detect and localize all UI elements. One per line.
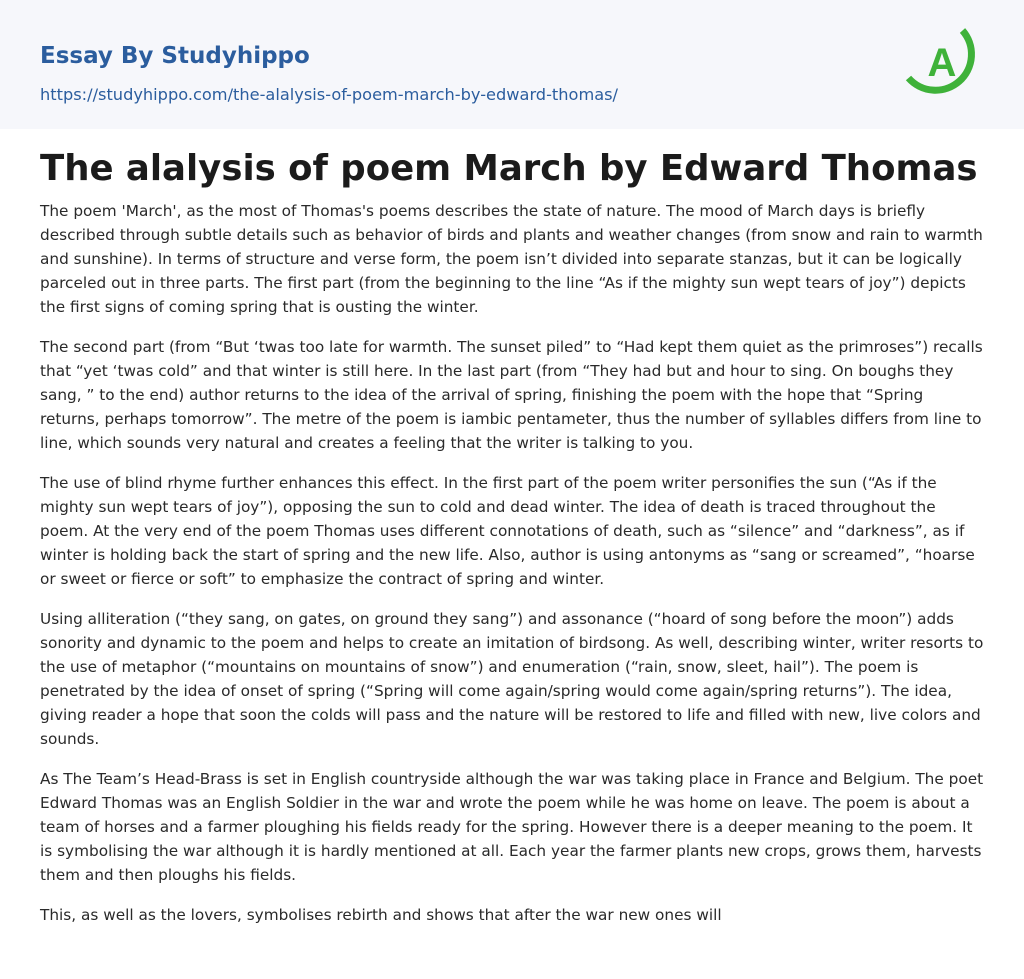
logo-letter: A xyxy=(927,41,957,85)
article-paragraph: Using alliteration (“they sang, on gates, on ground they sang”) and assonance (“hoard of song before the moon”) adds sonority and dynamic to the poem and helps to create an imitation of birdsong. As well, describing winter, writer resorts to the use of metaphor (“mountains on mountains of snow”) and enumeration (“rain, snow, sleet, hail”). The poem is penetrated by the idea of onset of spring (“Spring will come again/spring would come again/spring returns”). The idea, giving reader a hope that soon the colds will pass and the nature will be restored to life and filled with new, live colors and sounds. xyxy=(40,610,984,748)
page-title: The alalysis of poem March by Edward Thomas xyxy=(40,148,978,189)
page-url-link[interactable]: https://studyhippo.com/the-alalysis-of-poem-march-by-edward-thomas/ xyxy=(40,85,619,104)
article xyxy=(0,145,1024,927)
article-paragraph: The use of blind rhyme further enhances this effect. In the first part of the poem writer personifies the sun (“As if the mighty sun wept tears of joy”), opposing the sun to cold and dead winter. The idea of death is traced throughout the poem. At the very end of the poem Thomas uses different connotations of death, such as “silence” and “darkness”, as if winter is holding back the start of spring and the new life. Also, author is using antonyms as “sang or screamed”, “hoarse or sweet or fierce or soft” to emphasize the contract of spring and winter. xyxy=(40,474,975,588)
site-header xyxy=(0,0,1024,129)
site-title: Essay By Studyhippo xyxy=(40,43,310,69)
article-paragraph: The poem 'March', as the most of Thomas's poems describes the state of nature. The mood of March days is briefly described through subtle details such as behavior of birds and plants and weather changes (from snow and rain to warmth and sunshine). In terms of structure and verse form, the poem isn’t divided into separate stanzas, but it can be logically parceled out in three parts. The first part (from the beginning to the line “As if the mighty sun wept tears of joy”) depicts the first signs of coming spring that is ousting the winter. xyxy=(40,202,983,316)
studyhippo-logo[interactable] xyxy=(900,20,984,104)
article-paragraph: As The Team’s Head-Brass is set in English countryside although the war was taking place in France and Belgium. The poet Edward Thomas was an English Soldier in the war and wrote the poem while he was home on leave. The poem is about a team of horses and a farmer ploughing his fields ready for the spring. However there is a deeper meaning to the poem. It is symbolising the war although it is hardly mentioned at all. Each year the farmer plants new crops, grows them, harvests them and then ploughs his fields. xyxy=(40,770,984,884)
article-paragraph: The second part (from “But ‘twas too late for warmth. The sunset piled” to “Had kept them quiet as the primroses”) recalls that “yet ‘twas cold” and that winter is still here. In the last part (from “They had but and hour to sing. On boughs they sang, ” to the end) author returns to the idea of the arrival of spring, finishing the poem with the hope that “Spring returns, perhaps tomorrow”. The metre of the poem is iambic pentameter, thus the number of syllables differs from line to line, which sounds very natural and creates a feeling that the writer is talking to you. xyxy=(40,338,983,452)
article-paragraph: This, as well as the lovers, symbolises rebirth and shows that after the war new ones will xyxy=(40,906,722,924)
